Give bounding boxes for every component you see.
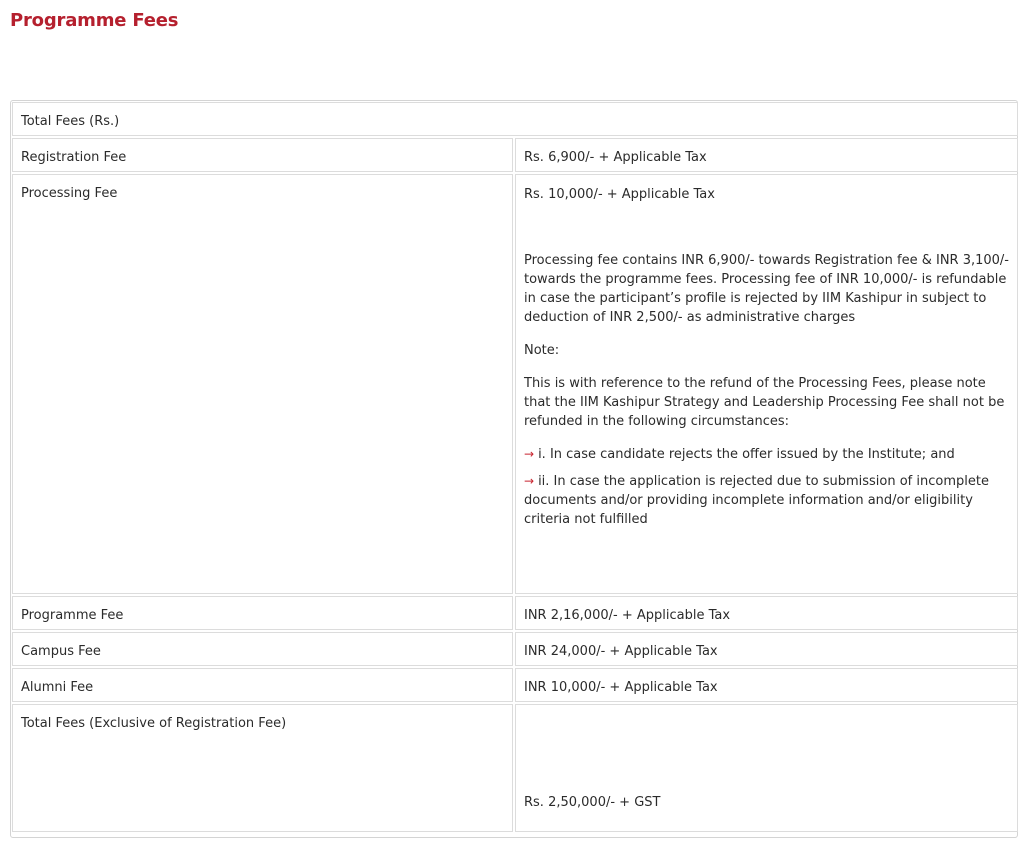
programme-fee-value: INR 2,16,000/- + Applicable Tax [515, 596, 1018, 630]
table-header-cell: Total Fees (Rs.) [12, 102, 1018, 136]
fee-table [10, 100, 1018, 838]
condition-text: i. In case candidate rejects the offer issued by the Institute; and [538, 447, 955, 462]
list-item [524, 472, 1009, 529]
processing-fee-value: Rs. 10,000/- + Applicable Tax [524, 187, 715, 202]
registration-fee-value: Rs. 6,900/- + Applicable Tax [515, 138, 1018, 172]
campus-fee-value: INR 24,000/- + Applicable Tax [515, 632, 1018, 666]
programme-fee-label: Programme Fee [12, 596, 513, 630]
note-label: Note: [524, 343, 560, 358]
list-item [524, 445, 1009, 464]
total-fees-details [515, 704, 1018, 832]
processing-fee-details [515, 174, 1018, 594]
condition-text: ii. In case the application is rejected due to submission of incomplete documents and/or providing incomplete information and/or eligibility criteria not fulfilled [524, 474, 989, 527]
total-fees-value: Rs. 2,50,000/- + GST [524, 795, 661, 810]
arrow-right-icon: → [524, 474, 535, 488]
campus-fee-label: Campus Fee [12, 632, 513, 666]
processing-fee-label: Processing Fee [12, 174, 513, 594]
arrow-right-icon: → [524, 447, 535, 461]
refund-conditions-list [524, 445, 1009, 529]
page-title: Programme Fees [10, 10, 179, 31]
alumni-fee-value: INR 10,000/- + Applicable Tax [515, 668, 1018, 702]
processing-fee-description: Processing fee contains INR 6,900/- towards Registration fee & INR 3,100/- towards the programme fees. Processing fee of INR 10,000/- is refundable in case the participant’s profile is rejected by IIM Kashipur in subject to deduction of INR 2,500/- as administrative charges [524, 253, 1009, 325]
registration-fee-label: Registration Fee [12, 138, 513, 172]
alumni-fee-label: Alumni Fee [12, 668, 513, 702]
note-text: This is with reference to the refund of the Processing Fees, please note that the IIM Kashipur Strategy and Leadership Processing Fee shall not be refunded in the following circumstances: [524, 376, 1005, 429]
total-fees-label: Total Fees (Exclusive of Registration Fee) [12, 704, 513, 832]
